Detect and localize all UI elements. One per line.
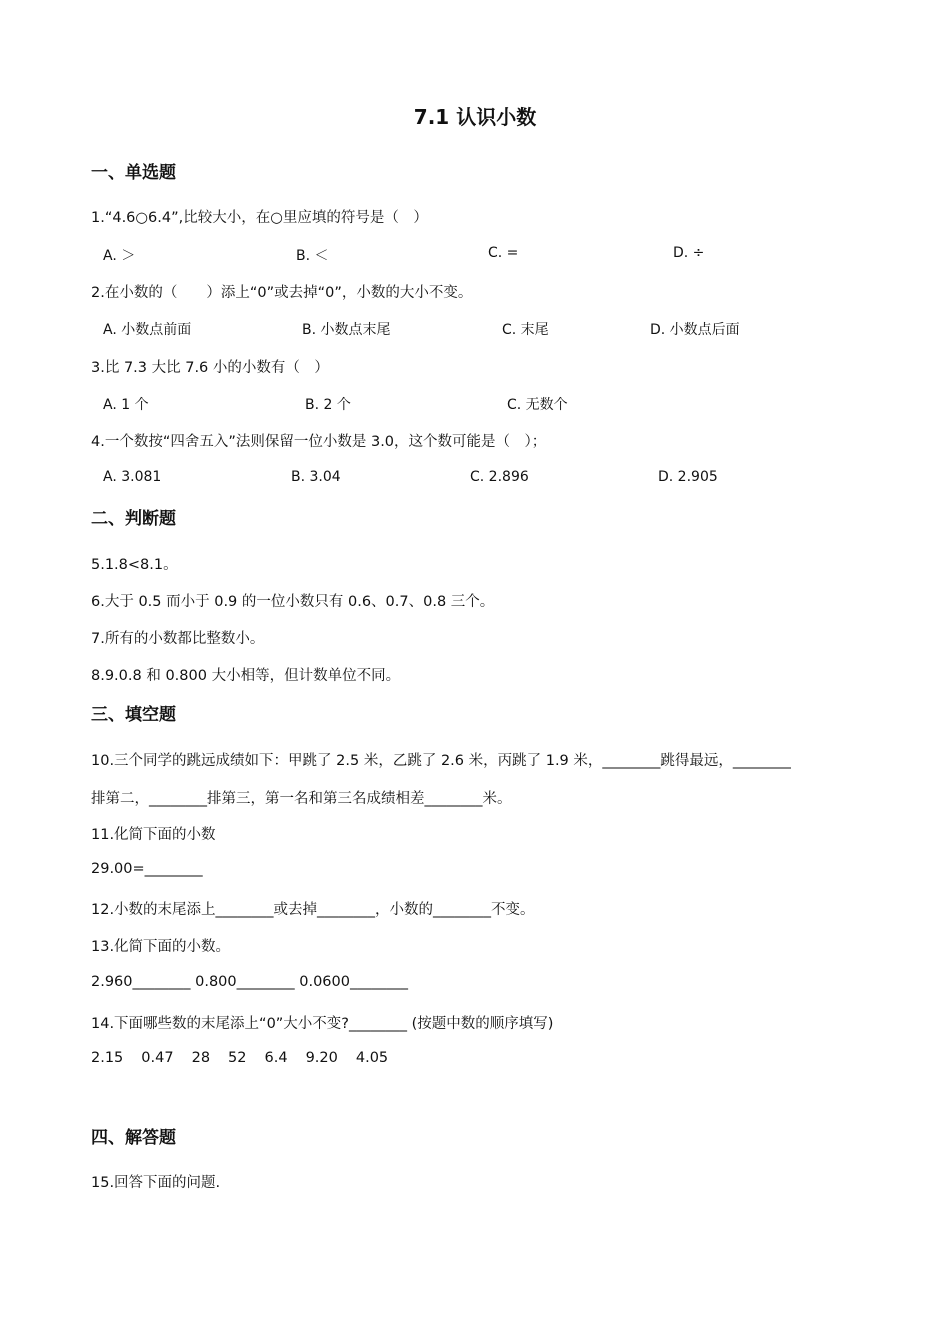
question-1-option-a: A. ＞ xyxy=(103,248,136,264)
question-14-number-list xyxy=(91,1050,406,1066)
question-4-option-d: D. 2.905 xyxy=(658,469,718,485)
question-4-option-c: C. 2.896 xyxy=(470,469,529,485)
question-3-option-a: A. 1 个 xyxy=(103,397,149,413)
question-4-option-b: B. 3.04 xyxy=(291,469,341,485)
number-item: 2.15 xyxy=(91,1050,124,1066)
number-item: 4.05 xyxy=(355,1050,389,1066)
question-13-blank-line: 2.960________ 0.800________ 0.0600________ xyxy=(91,974,408,990)
question-11-stem: 11.化简下面的小数 xyxy=(91,827,216,843)
question-1-option-b: B. ＜ xyxy=(296,248,329,264)
question-4-stem: 4.一个数按“四舍五入”法则保留一位小数是 3.0，这个数可能是（ ）； xyxy=(91,434,547,450)
question-3-option-c: C. 无数个 xyxy=(507,397,568,413)
number-item: 0.47 xyxy=(141,1050,174,1066)
question-12: 12.小数的末尾添上________或去掉________，小数的________不变。 xyxy=(91,902,535,918)
page-title: 7.1 认识小数 xyxy=(413,105,537,129)
question-2-option-c: C. 末尾 xyxy=(502,322,549,338)
question-2-option-b: B. 小数点末尾 xyxy=(302,322,391,338)
question-2-stem: 2.在小数的（ ）添上“0”或去掉“0”，小数的大小不变。 xyxy=(91,285,473,301)
question-2-option-d: D. 小数点后面 xyxy=(650,322,740,338)
question-8: 8.9.0.8 和 0.800 大小相等，但计数单位不同。 xyxy=(91,668,401,684)
number-item: 9.20 xyxy=(305,1050,338,1066)
number-item: 6.4 xyxy=(264,1050,288,1066)
section-heading-single-choice: 一、单选题 xyxy=(91,163,176,183)
question-3-stem: 3.比 7.3 大比 7.6 小的小数有（ ） xyxy=(91,360,329,376)
question-11-blank-line: 29.00=________ xyxy=(91,861,203,877)
question-6: 6.大于 0.5 而小于 0.9 的一位小数只有 0.6、0.7、0.8 三个。 xyxy=(91,594,495,610)
section-heading-answer: 四、解答题 xyxy=(91,1128,176,1148)
question-1-option-d: D. ÷ xyxy=(673,245,705,261)
number-item: 28 xyxy=(191,1050,211,1066)
question-1-option-c: C. = xyxy=(488,245,519,261)
question-10-line-2: 排第二，________排第三，第一名和第三名成绩相差________米。 xyxy=(91,791,512,807)
number-item: 52 xyxy=(228,1050,247,1066)
question-10-line-1: 10.三个同学的跳远成绩如下：甲跳了 2.5 米，乙跳了 2.6 米，丙跳了 1.9 米，________跳得最远，________ xyxy=(91,753,791,769)
question-13-stem: 13.化简下面的小数。 xyxy=(91,939,231,955)
section-heading-true-false: 二、判断题 xyxy=(91,509,176,529)
question-5: 5.1.8<8.1。 xyxy=(91,557,178,573)
question-3-option-b: B. 2 个 xyxy=(305,397,351,413)
question-7: 7.所有的小数都比整数小。 xyxy=(91,631,265,647)
question-1-stem: 1.“4.6○6.4”,比较大小，在○里应填的符号是（ ） xyxy=(91,210,428,226)
section-heading-fill-blank: 三、填空题 xyxy=(91,705,176,725)
question-2-option-a: A. 小数点前面 xyxy=(103,322,192,338)
question-14-stem: 14.下面哪些数的末尾添上“0”大小不变?________ (按题中数的顺序填写) xyxy=(91,1016,554,1032)
question-4-option-a: A. 3.081 xyxy=(103,469,162,485)
question-15: 15.回答下面的问题. xyxy=(91,1175,221,1191)
